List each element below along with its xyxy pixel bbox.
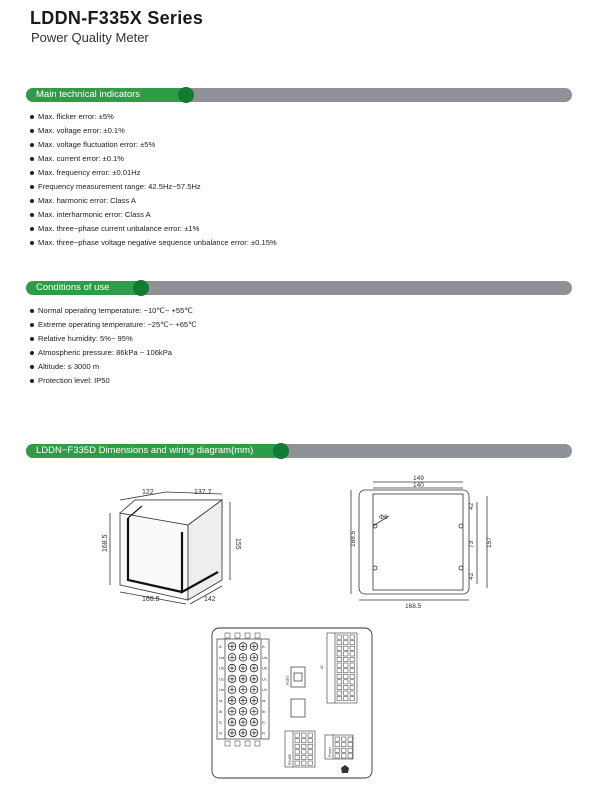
- terminal-label-left: A: [219, 644, 222, 649]
- small-terminal: [350, 641, 355, 645]
- list-item: Max. interharmonic error: Class A: [30, 208, 277, 222]
- small-terminal: [342, 748, 347, 752]
- small-terminal: [337, 680, 342, 684]
- conditions-list: [30, 304, 197, 388]
- small-terminal: [350, 669, 355, 673]
- small-terminal: [342, 737, 347, 741]
- small-terminal: [335, 754, 340, 758]
- small-terminal: [350, 674, 355, 678]
- section-title-conditions: Conditions of use: [36, 282, 110, 293]
- small-terminal: [348, 748, 353, 752]
- list-item: Max. frequency error: ±0.01Hz: [30, 166, 277, 180]
- relay-label: IO: [320, 665, 324, 669]
- dim-right-top: 42: [468, 502, 475, 510]
- small-terminal: [344, 652, 349, 656]
- small-terminal: [302, 755, 307, 759]
- section-title-indicators: Main technical indicators: [36, 89, 141, 100]
- terminal-label-left: Ic: [219, 719, 223, 725]
- indicators-list: [30, 110, 277, 250]
- small-terminal: [337, 691, 342, 695]
- dim-left-height: 168.5: [102, 534, 109, 552]
- small-terminal: [337, 641, 342, 645]
- list-item: Max. voltage error: ±0.1%: [30, 124, 277, 138]
- small-terminal: [302, 761, 307, 765]
- list-item: Normal operating temperature: −10℃~ +55℃: [30, 304, 197, 318]
- small-terminal: [295, 750, 300, 754]
- bottom-pin: [255, 741, 260, 746]
- small-terminal: [350, 635, 355, 639]
- list-item: Altitude: ≤ 3000 m: [30, 360, 197, 374]
- small-terminal: [342, 743, 347, 747]
- dim-left-height: 168.5: [350, 530, 357, 547]
- terminal-label-right: N: [262, 730, 265, 736]
- terminal-label-right: Ua: [262, 654, 268, 660]
- list-item: Protection level: IP50: [30, 374, 197, 388]
- bar-dot: [133, 280, 149, 296]
- list-item: Max. three−phase current unbalance error: ±1%: [30, 222, 277, 236]
- terminal-label-right: Ub: [262, 665, 268, 671]
- terminal-label-left: Un: [219, 687, 225, 693]
- top-pin: [225, 633, 230, 638]
- small-terminal: [308, 761, 313, 765]
- small-terminal: [337, 657, 342, 661]
- small-terminal: [308, 755, 313, 759]
- small-terminal: [335, 748, 340, 752]
- small-terminal: [344, 641, 349, 645]
- dim-right-total: 157: [486, 537, 493, 548]
- dim-hole: Φ6: [379, 514, 388, 521]
- small-terminal: [344, 657, 349, 661]
- terminal-label-right: A: [262, 644, 265, 649]
- small-terminal: [337, 652, 342, 656]
- terminal-label-left: Ib: [219, 708, 223, 714]
- small-terminal: [344, 646, 349, 650]
- small-terminal: [308, 744, 313, 748]
- box-dimension-drawing: [100, 480, 250, 605]
- bottom-pin: [235, 741, 240, 746]
- list-item: Frequency measurement range: 42.5Hz~57.5Hz: [30, 180, 277, 194]
- list-item: Relative humidity: 5%~ 95%: [30, 332, 197, 346]
- dim-bottom-left: 168.5: [142, 596, 160, 603]
- top-pin: [245, 633, 250, 638]
- list-item: Max. current error: ±0.1%: [30, 152, 277, 166]
- section-bar-indicators: [26, 88, 572, 102]
- dim-inner-width: 140: [413, 482, 424, 489]
- small-terminal: [344, 674, 349, 678]
- list-item: Max. flicker error: ±5%: [30, 110, 277, 124]
- small-terminal: [302, 744, 307, 748]
- small-terminal: [337, 669, 342, 673]
- small-terminal: [344, 697, 349, 701]
- small-terminal: [295, 755, 300, 759]
- bottom-pin: [225, 741, 230, 746]
- power-label: Power: [328, 747, 332, 757]
- small-terminal: [337, 697, 342, 701]
- dim-right-height: 155: [234, 538, 241, 550]
- terminal-label-left: Ua: [219, 654, 225, 660]
- dim-right-bottom: 42: [468, 572, 475, 580]
- list-item: Extreme operating temperature: −25℃~ +65℃: [30, 318, 197, 332]
- list-item: Atmospheric pressure: 86kPa ~ 106kPa: [30, 346, 197, 360]
- terminal-label-right: Ic: [262, 719, 266, 725]
- small-terminal: [337, 646, 342, 650]
- page-title: LDDN-F335X Series: [30, 8, 204, 28]
- dim-right-mid: 73: [468, 540, 475, 548]
- small-terminal: [350, 646, 355, 650]
- small-terminal: [344, 663, 349, 667]
- section-bar-conditions: [26, 281, 572, 295]
- small-terminal: [295, 761, 300, 765]
- small-terminal: [348, 754, 353, 758]
- page-subtitle: Power Quality Meter: [31, 30, 149, 45]
- small-terminal: [295, 744, 300, 748]
- small-terminal: [295, 739, 300, 743]
- small-terminal: [308, 733, 313, 737]
- small-terminal: [308, 750, 313, 754]
- bottom-pin: [245, 741, 250, 746]
- list-item: Max. three−phase voltage negative sequence unbalance error: ±0.15%: [30, 236, 277, 250]
- small-terminal: [337, 674, 342, 678]
- small-terminal: [344, 635, 349, 639]
- terminal-label-right: Uc: [262, 676, 267, 682]
- terminal-label-left: Ia: [219, 698, 223, 703]
- small-terminal: [348, 737, 353, 741]
- terminal-label-right: Un: [262, 687, 268, 693]
- dim-outer-width: 149: [413, 475, 424, 482]
- small-terminal: [335, 737, 340, 741]
- panel-dimension-drawing: [345, 472, 495, 612]
- dim-bottom-width: 168.5: [405, 603, 422, 610]
- small-terminal: [344, 669, 349, 673]
- small-terminal: [350, 652, 355, 656]
- small-terminal: [350, 657, 355, 661]
- small-terminal: [337, 635, 342, 639]
- small-terminal: [302, 739, 307, 743]
- small-terminal: [342, 754, 347, 758]
- wiring-diagram: [211, 627, 373, 779]
- small-terminal: [302, 750, 307, 754]
- small-terminal: [344, 685, 349, 689]
- dim-top-left: 122: [142, 489, 154, 496]
- section-title-dimensions: LDDN−F335D Dimensions and wiring diagram(mm): [36, 445, 254, 456]
- terminal-label-left: N: [219, 730, 222, 736]
- section-bar-dimensions: [26, 444, 572, 458]
- terminal-label-left: Uc: [219, 676, 224, 682]
- list-item: Max. voltage fluctuation error: ±5%: [30, 138, 277, 152]
- top-pin: [235, 633, 240, 638]
- small-terminal: [337, 685, 342, 689]
- small-terminal: [335, 743, 340, 747]
- bar-dot: [273, 443, 289, 459]
- small-terminal: [295, 733, 300, 737]
- small-terminal: [348, 743, 353, 747]
- small-terminal: [350, 680, 355, 684]
- dim-bottom-right: 142: [204, 596, 216, 603]
- top-pin: [255, 633, 260, 638]
- small-terminal: [350, 691, 355, 695]
- port-label: PORT: [286, 675, 290, 685]
- small-terminal: [344, 691, 349, 695]
- rs485-label: RS485: [288, 754, 292, 765]
- terminal-label-left: Ub: [219, 665, 225, 671]
- small-terminal: [308, 739, 313, 743]
- small-terminal: [302, 733, 307, 737]
- small-terminal: [337, 663, 342, 667]
- small-terminal: [350, 685, 355, 689]
- terminal-label-right: Ib: [262, 708, 266, 714]
- dim-top-right: 137.7: [194, 489, 212, 496]
- small-terminal: [344, 680, 349, 684]
- small-terminal: [350, 697, 355, 701]
- list-item: Max. harmonic error: Class A: [30, 194, 277, 208]
- terminal-label-right: Ia: [262, 698, 266, 703]
- bar-dot: [178, 87, 194, 103]
- small-terminal: [350, 663, 355, 667]
